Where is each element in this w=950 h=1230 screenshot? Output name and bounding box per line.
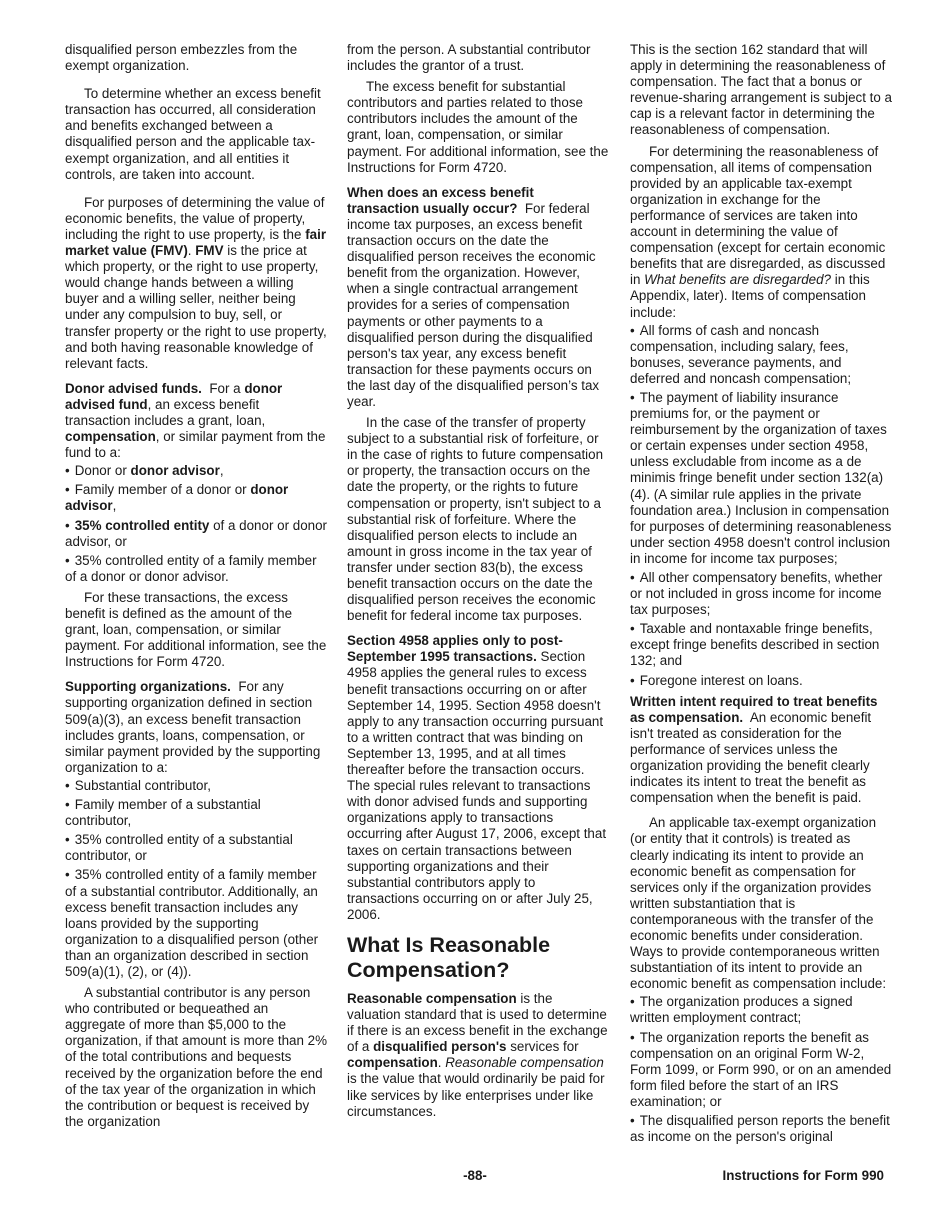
paragraph: A substantial contributor is any person who contributed or bequeathed an aggregate of more than $5,000 to the organization, if that amount is more than 2% of the total contributions and bequests received by the organization before the end of the tax year of the organization in which the contribution or bequest is received by the organization xyxy=(65,985,328,1129)
list-item: • Substantial contributor, xyxy=(65,778,327,794)
list-item: • All other compensatory benefits, whether or not included in gross income for income tax purposes; xyxy=(630,570,892,618)
column-2 xyxy=(347,42,609,1129)
paragraph-excess-benefit-timing: When does an excess benefit transaction usually occur? For federal income tax purposes, an excess benefit transaction occurs on the date the disqualified person receives the economic benefit from the organization. However, when a single contractual arrangement provides for a series of compensation payments or other payments to a disqualified person during the disqualified person's tax year, any excess benefit transaction for these payments occurs on the last day of the disqualified person’s tax year. xyxy=(347,184,600,409)
list-item: • 35% controlled entity of a family member of a substantial contributor. Additionally, an excess benefit transaction includes any loans provided by the supporting organization to a disqualified person (other than an organization described in section 509(a)(1), (2), or (4)). xyxy=(65,867,327,980)
donor-list xyxy=(65,463,327,585)
paragraph-fmv: For purposes of determining the value of economic benefits, the value of property, including the right to use property, is the fair market value (FMV). FMV is the price at which property, or the right to use property, would change hands between a willing buyer and a willing seller, neither being under any compulsion to buy, sell, or transfer property or the right to use property, and both having reasonable knowledge of relevant facts. xyxy=(65,194,327,371)
paragraph-donor-advised-funds: Donor advised funds. For a donor advised fund, an excess benefit transaction includes a grant, loan, compensation, or similar payment from the fund to a: xyxy=(65,380,326,461)
footer-title: Instructions for Form 990 xyxy=(722,1168,884,1183)
paragraph-written-intent: Written intent required to treat benefits as compensation. An economic benefit isn't treated as consideration for the performance of services unless the organization providing the benefit clearly indicates its intent to treat the benefit as compensation when the benefit is paid. xyxy=(630,693,878,806)
column-3 xyxy=(630,42,892,1150)
list-item: • The disqualified person reports the benefit as income on the person's original xyxy=(630,1113,892,1145)
compensation-list xyxy=(630,323,892,689)
supporting-list xyxy=(65,778,327,980)
paragraph-items-of-compensation: For determining the reasonableness of compensation, all items of compensation provided by an applicable tax-exempt organization in exchange for the performance of services are taken into account in determining the value of compensation (except for certain economic benefits that are disregarded, as discussed in What benefits are disregarded? in this Appendix, later). Items of compensation include: xyxy=(630,143,886,320)
paragraph: from the person. A substantial contributor includes the grantor of a trust. xyxy=(347,42,591,74)
page-number: -88- xyxy=(463,1168,487,1183)
list-item: • Family member of a donor or donor advisor, xyxy=(65,482,327,514)
list-item: • Donor or donor advisor, xyxy=(65,463,327,479)
paragraph-supporting-organizations: Supporting organizations. For any supporting organization defined in section 509(a)(3), an excess benefit transaction includes grants, loans, compensation, or similar payment provided by the supporting organization to a: xyxy=(65,679,321,775)
paragraph: disqualified person embezzles from the exempt organization. xyxy=(65,42,298,74)
list-item: • 35% controlled entity of a donor or donor advisor, or xyxy=(65,518,327,550)
paragraph: The excess benefit for substantial contributors and parties related to those contributors includes the amount of the grant, loan, compensation, or similar payment. For additional information, see the Instructions for Form 4720. xyxy=(347,79,609,175)
list-item: • The organization produces a signed written employment contract; xyxy=(630,994,892,1026)
paragraph: In the case of the transfer of property subject to a substantial risk of forfeiture, or in the case of rights to future compensation or property, the transaction occurs on the date the property, or the rights to future compensation or property, isn't subject to a substantial risk of forfeiture. Where the disqualified person elects to include an amount in gross income in the tax year of transfer under section 83(b), the excess benefit transaction occurs on the date the disqualified person receives the economic benefit for federal income tax purposes. xyxy=(347,415,604,624)
section-heading: What Is Reasonable Compensation? xyxy=(347,932,551,982)
paragraph: This is the section 162 standard that will apply in determining the reasonableness of compensation. The fact that a bonus or revenue-sharing arrangement is subject to a cap is a relevant factor in determining the reasonableness of compensation. xyxy=(630,42,893,138)
list-item: • The organization reports the benefit as compensation on an original Form W-2, Form 1099, or Form 990, or on an amended form filed before the start of an IRS examination; or xyxy=(630,1030,892,1110)
list-item: • Taxable and nontaxable fringe benefits, except fringe benefits described in section 132; and xyxy=(630,621,892,669)
column-1 xyxy=(65,42,327,1139)
paragraph: An applicable tax-exempt organization (or entity that it controls) is treated as clearly indicating its intent to provide an economic benefit as compensation for services only if the organization provides written substantiation that is contemporaneous with the transfer of the economic benefits under consideration. Ways to provide contemporaneous written substantiation of its intent to provide an economic benefit as compensation include: xyxy=(630,815,887,992)
list-item: • 35% controlled entity of a substantial contributor, or xyxy=(65,832,327,864)
list-item: • Foregone interest on loans. xyxy=(630,673,892,689)
paragraph-reasonable-compensation: Reasonable compensation is the valuation standard that is used to determine if there is an excess benefit in the exchange of a disqualified person's services for compensation. Reasonable compensation is the value that would ordinarily be paid for like services by like enterprises under like circumstances. xyxy=(347,990,608,1119)
paragraph: To determine whether an excess benefit transaction has occurred, all consideration and benefits exchanged between a disqualified person and the applicable tax-exempt organization, and all entities it controls, are taken into account. xyxy=(65,86,321,182)
list-item: • Family member of a substantial contributor, xyxy=(65,797,327,829)
list-item: • The payment of liability insurance premiums for, or the payment or reimbursement by the organization of taxes or certain expenses under section 4958, unless excludable from income as a de minimis fringe benefit under section 132(a)(4). (A similar rule applies in the private foundation area.) Inclusion in compensation for purposes of determining reasonableness under section 4958 doesn't control inclusion in income for income tax purposes; xyxy=(630,390,892,567)
paragraph-section-4958: Section 4958 applies only to post-September 1995 transactions. Section 4958 applies the general rules to excess benefit transactions occurring on or after September 14, 1995. Section 4958 doesn't apply to any transaction occurring pursuant to a written contract that was binding on September 13, 1995, and at all times thereafter before the transaction occurs. The special rules relevant to transactions with donor advised funds and supporting organizations apply to transactions occurring after August 17, 2006, except that taxes on certain transactions between supporting organizations and their substantial contributors apply to transactions occurring on or after July 25, 2006. xyxy=(347,633,607,922)
paragraph: For these transactions, the excess benefit is defined as the amount of the grant, loan, compensation, or similar payment. For additional information, see the Instructions for Form 4720. xyxy=(65,589,327,670)
list-item: • 35% controlled entity of a family member of a donor or donor advisor. xyxy=(65,553,327,585)
list-item: • All forms of cash and noncash compensation, including salary, fees, bonuses, severance payments, and deferred and noncash compensation; xyxy=(630,323,892,387)
substantiation-list xyxy=(630,994,892,1145)
